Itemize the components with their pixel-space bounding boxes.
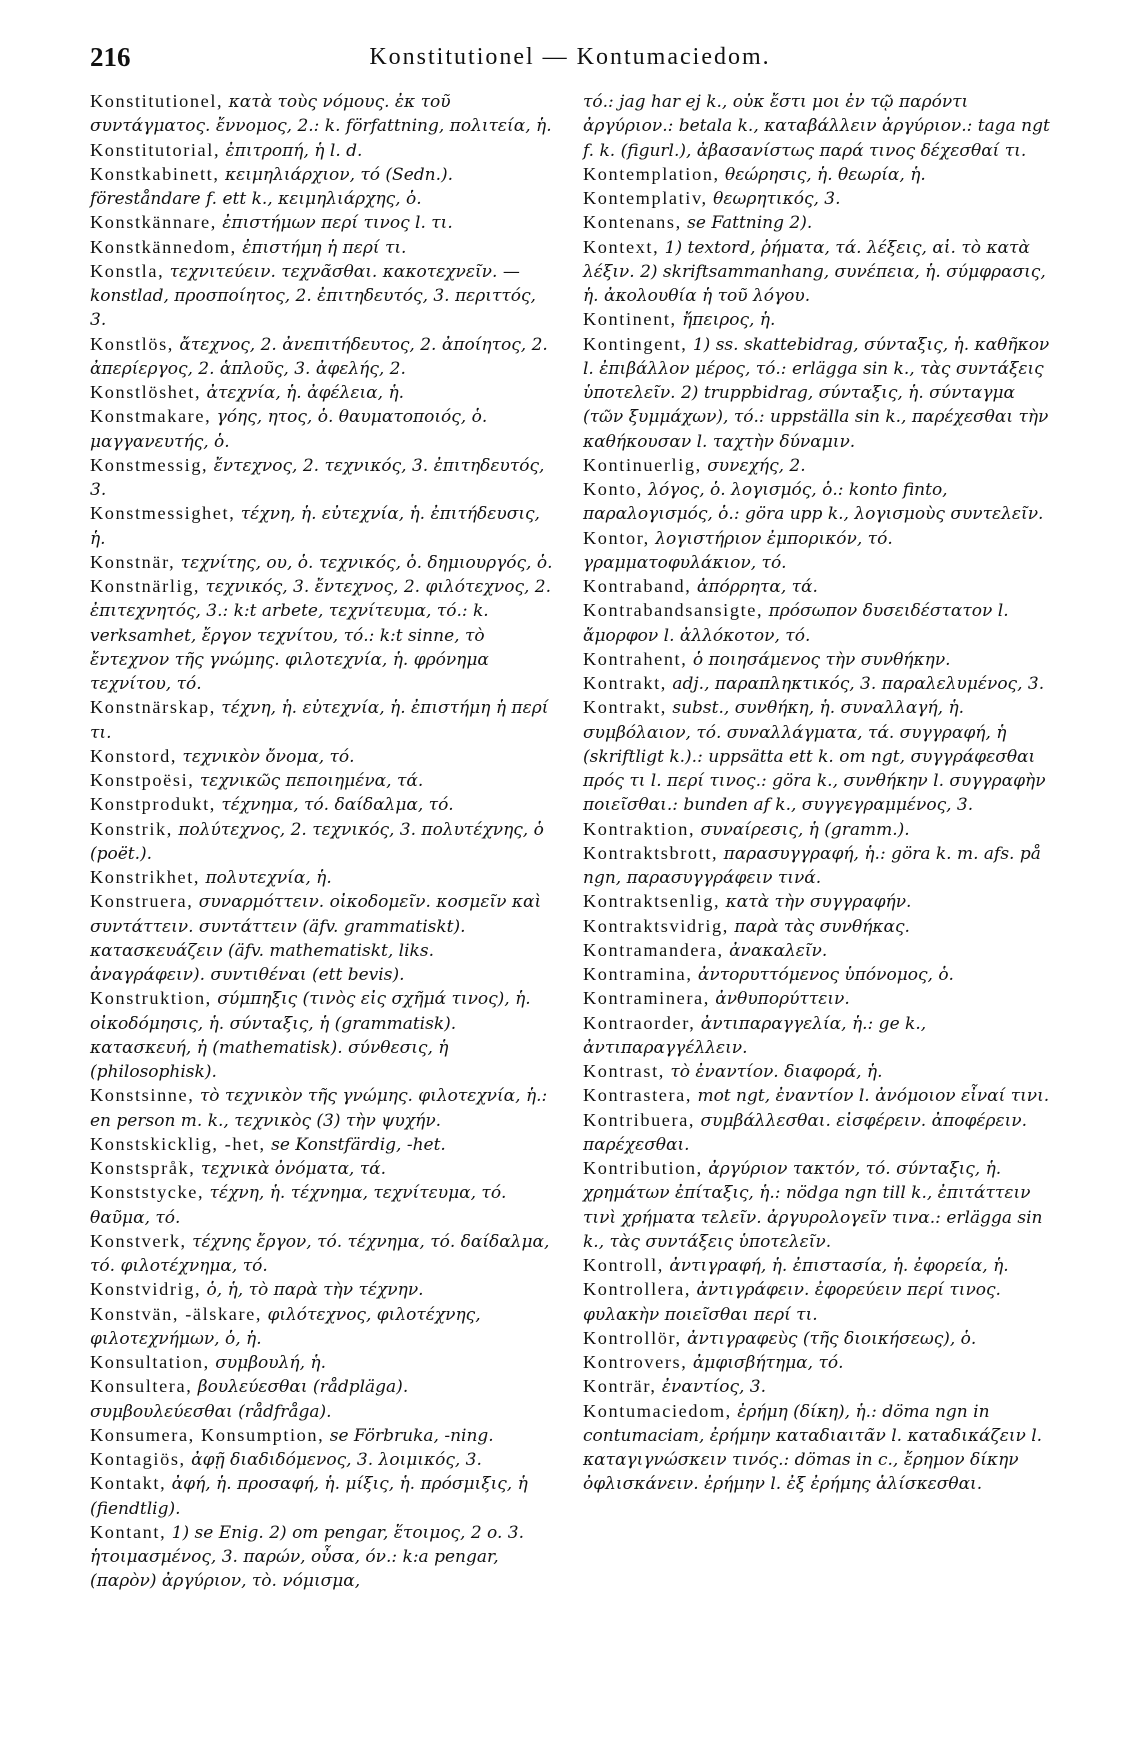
- entry-definition: παρὰ τὰς συνθήκας.: [728, 916, 910, 937]
- dictionary-entry: [90, 1278, 554, 1302]
- entry-definition: πολύτεχνος, 2. τεχνικός, 3. πολυτέχνης, ὁ (poët.).: [90, 819, 544, 864]
- dictionary-entry: [90, 381, 554, 405]
- entry-definition: συνεχής, 2.: [701, 455, 806, 476]
- dictionary-entry: [90, 696, 554, 745]
- entry-headword: Konstpoësi,: [90, 770, 195, 790]
- entry-definition: ἀπόρρητα, τά.: [691, 577, 818, 597]
- dictionary-entry: [583, 333, 1051, 454]
- dictionary-entry: [90, 818, 554, 867]
- entry-definition: τεχνικός, 3. ἔντεχνος, 2. φιλότεχνος, 2. ἐπιτεχνητός, 3.: k:t arbete, τεχνίτευμα, τό.: k. verksamhet, ἔργον τεχνίτου, τό.: k:t sinne, τὸ ἔντεχνον τῆς γνώμης. φιλοτεχνία, ἡ. φρόνημα τεχνίτου, τό.: [90, 577, 551, 694]
- entry-headword: Konstsinne,: [90, 1085, 195, 1106]
- entry-definition: θεωρητικός, 3.: [707, 189, 841, 209]
- dictionary-entry: [583, 187, 1051, 211]
- entry-definition: adj., παραπληκτικός, 3. παραλελυμένος, 3.: [666, 674, 1045, 694]
- entry-definition: λόγος, ὁ. λογισμός, ὁ.: konto finto, παραλογισμός, ὁ.: göra upp k., λογισμοὺς συντελεῖν.: [583, 480, 1044, 525]
- entry-definition: σύμπηξις (τινὸς εἰς σχῆμά τινος), ἡ. οἰκοδόμησις, ἡ. σύνταξις, ἡ (grammatisk). κατασκευή, ἡ (mathematisk). σύνθεσις, ἡ (philosophisk).: [90, 989, 531, 1082]
- entry-headword: Konstla,: [90, 260, 165, 281]
- entry-definition: ἀμφισβήτημα, τό.: [687, 1353, 844, 1373]
- dictionary-entry: [90, 211, 554, 235]
- entry-headword: Kontraktsbrott,: [583, 842, 719, 863]
- dictionary-entry: [90, 987, 554, 1084]
- entry-headword: Konstrik,: [90, 818, 173, 839]
- dictionary-entry: [90, 236, 554, 260]
- entry-headword: Kontrollör,: [583, 1327, 682, 1348]
- dictionary-entry: [90, 1472, 554, 1521]
- dictionary-entry: [583, 939, 1051, 963]
- dictionary-entry: [90, 1424, 554, 1448]
- dictionary-entry: [583, 1375, 1051, 1399]
- entry-definition: τό.: jag har ej k., οὐκ ἔστι μοι ἐν τῷ παρόντι ἀργύριον.: betala k., καταβάλλειν ἀργύριον.: taga ngt f. k. (figurl.), ἀβασανίστως παρά τινος δέχεσθαί τι.: [583, 92, 1050, 161]
- entry-definition: λογιστήριον ἐμπορικόν, τό. γραμματοφυλάκιον, τό.: [583, 528, 893, 573]
- entry-headword: Kontrakt,: [583, 697, 667, 718]
- running-head: Konstitutionel — Kontumaciedom.: [369, 44, 771, 70]
- entry-definition: ἀφῇ διαδιδόμενος, 3. λοιμικός, 3.: [185, 1450, 482, 1470]
- dictionary-entry: [90, 1448, 554, 1472]
- entry-definition: ἐναντίος, 3.: [656, 1377, 767, 1398]
- entry-headword: Kontrakt,: [583, 673, 667, 693]
- entry-headword: Konstmessighet,: [90, 503, 236, 524]
- entry-definition: ἀντιπαραγγελία, ἡ.: ge k., ἀντιπαραγγέλλειν.: [583, 1013, 927, 1058]
- entry-headword: Konstitutorial,: [90, 139, 221, 160]
- entry-headword: Kontrahent,: [583, 648, 688, 669]
- entry-definition: ὁ ποιησάμενος τὴν συνθήκην.: [687, 649, 951, 670]
- entry-definition: ἀντιγραφή, ἡ. ἐπιστασία, ἡ. ἐφορεία, ἡ.: [663, 1256, 1009, 1276]
- entry-definition: τεχνιτεύειν. τεχνᾶσθαι. κακοτεχνεῖν. — konstlad, προσποίητος, 2. ἐπιτηδευτός, 3. περιττός, 3.: [90, 261, 536, 331]
- dictionary-entry: [90, 1133, 554, 1157]
- entry-definition: ἀνθυπορύττειν.: [709, 989, 850, 1010]
- entry-headword: Kontraktsenlig,: [583, 891, 721, 912]
- dictionary-entry: [583, 842, 1051, 891]
- entry-definition: τεχνικὸν ὄνομα, τό.: [177, 746, 355, 767]
- dictionary-entry: [90, 139, 554, 163]
- dictionary-entry: [583, 163, 1051, 187]
- entry-definition: τὸ ἐναντίον. διαφορά, ἡ.: [664, 1062, 883, 1082]
- entry-definition: 1) ss. skattebidrag, σύνταξις, ἡ. καθῆκον l. ἐπιβάλλον μέρος, τό.: erlägga sin k., τὰς συντάξεις ὑποτελεῖν. 2) truppbidrag, σύνταξις, ἡ. σύνταγμα (τῶν ξυμμάχων), τό.: uppställa sin k., παρέχεσθαι τὴν καθήκουσαν l. ταχτὴν δύναμιν.: [583, 334, 1050, 452]
- dictionary-entry: [583, 1400, 1051, 1497]
- dictionary-entry: [583, 308, 1051, 332]
- dictionary-entry: [583, 575, 1051, 599]
- entry-definition: φιλότεχνος, φιλοτέχνης, φιλοτεχνήμων, ὁ, ἡ.: [90, 1304, 481, 1349]
- dictionary-entry: [90, 551, 554, 575]
- dictionary-entry: [90, 769, 554, 793]
- entry-definition: τὸ τεχνικὸν τῆς γνώμης. φιλοτεχνία, ἡ.: en person m. k., τεχνικὸς (3) τὴν ψυχήν.: [90, 1086, 548, 1131]
- dictionary-entry: [583, 454, 1051, 478]
- dictionary-entry: [583, 890, 1051, 914]
- entry-headword: Konstnärskap,: [90, 697, 216, 718]
- entry-definition: mot ngt, ἐναντίον l. ἀνόμοιον εἶναί τινι.: [692, 1086, 1050, 1107]
- dictionary-entry: [583, 696, 1051, 817]
- entry-definition: πολυτεχνία, ἡ.: [200, 868, 332, 888]
- entry-headword: Konstkännedom,: [90, 236, 237, 257]
- entry-headword: Konstkabinett,: [90, 163, 220, 184]
- entry-headword: Kontramandera,: [583, 939, 724, 960]
- entry-headword: Konsumera, Konsumption,: [90, 1424, 325, 1445]
- entry-definition: ἀντιγραφεὺς (τῆς διοικήσεως), ὁ.: [681, 1328, 977, 1349]
- dictionary-entry: [90, 866, 554, 890]
- entry-definition: συναίρεσις, ἡ (gramm.).: [695, 819, 910, 840]
- entry-headword: Konstnärlig,: [90, 576, 201, 596]
- dictionary-entry: [583, 211, 1051, 235]
- entry-definition: se Konstfärdig, -het.: [265, 1134, 446, 1155]
- entry-definition: ἀτεχνία, ἡ. ἀφέλεια, ἡ.: [201, 383, 405, 403]
- dictionary-entry: [90, 890, 554, 987]
- entry-headword: Kontraktsvidrig,: [583, 915, 729, 936]
- dictionary-entry: [583, 1060, 1051, 1084]
- entry-definition: τεχνίτης, ου, ὁ. τεχνικός, ὁ. δημιουργός, ὁ.: [175, 552, 553, 573]
- dictionary-entry: [90, 575, 554, 696]
- entry-definition: ἐπιτροπή, ἡ l. d.: [220, 140, 363, 161]
- dictionary-entry: [583, 963, 1051, 987]
- dictionary-entry: [90, 793, 554, 817]
- left-column: [90, 90, 554, 1594]
- dictionary-entry: [583, 478, 1051, 527]
- entry-headword: Kontraktion,: [583, 818, 696, 839]
- dictionary-entry: [583, 987, 1051, 1011]
- entry-headword: Kontingent,: [583, 333, 688, 354]
- dictionary-entry: [583, 527, 1051, 576]
- entry-definition: se Fattning 2).: [681, 213, 813, 234]
- dictionary-entry: [583, 1278, 1051, 1327]
- entry-definition: τέχνης ἔργον, τό. τέχνημα, τό. δαίδαλμα, τό. φιλοτέχνημα, τό.: [90, 1231, 550, 1276]
- dictionary-entry: [583, 1084, 1051, 1108]
- entry-headword: Konstruera,: [90, 891, 194, 912]
- dictionary-entry: [90, 1521, 554, 1594]
- entry-definition: 1) textord, ῥήματα, τά. λέξεις, αἱ. τὸ κατὰ λέξιν. 2) skriftsammanhang, συνέπεια, ἡ. σύμφρασις, ἡ. ἀκολουθία ἡ τοῦ λόγου.: [583, 237, 1046, 306]
- entry-headword: Kontrabandsansigte,: [583, 600, 764, 621]
- entry-headword: Kontenans,: [583, 212, 682, 233]
- entry-definition: ἐρήμη (δίκη), ἡ.: döma ngn in contumaciam, ἐρήμην καταδιαιτᾶν l. καταδικάζειν l. καταγιγνώσκειν τινός.: dömas in c., ἔρημον δίκην ὀφλισκάνειν. ἐρήμην l. ἐξ ἐρήμης ἁλίσκεσθαι.: [583, 1401, 1043, 1495]
- entry-headword: Konstmakare,: [90, 406, 212, 427]
- entry-headword: Kontraminera,: [583, 988, 710, 1009]
- dictionary-entry: [583, 672, 1051, 696]
- dictionary-entry: [90, 1181, 554, 1230]
- entry-definition: τεχνικὰ ὀνόματα, τά.: [195, 1159, 387, 1179]
- entry-headword: Konstvän, -älskare,: [90, 1303, 263, 1324]
- dictionary-entry: [583, 1351, 1051, 1375]
- dictionary-entry: [583, 818, 1051, 842]
- entry-definition: παρασυγγραφή, ἡ.: göra k. m. afs. på ngn, παρασυγγράφειν τινά.: [583, 843, 1041, 888]
- page-number: 216: [90, 42, 131, 72]
- entry-headword: Konstmessig,: [90, 454, 209, 475]
- entry-definition: ἀντιγράφειν. ἐφορεύειν περί τινος. φυλακὴν ποιεῖσθαι περί τι.: [583, 1280, 1001, 1325]
- entry-definition: τέχνη, ἡ. εὐτεχνία, ἡ. ἐπιτήδευσις, ἡ.: [90, 504, 540, 549]
- entry-headword: Konträr,: [583, 1376, 657, 1397]
- dictionary-entry: [90, 1351, 554, 1375]
- dictionary-entry: [90, 405, 554, 454]
- entry-headword: Kontinuerlig,: [583, 454, 702, 475]
- dictionary-entry: [90, 333, 554, 382]
- entry-headword: Konstprodukt,: [90, 794, 216, 815]
- dictionary-entry: [90, 1375, 554, 1424]
- entry-definition: 1) se Enig. 2) om pengar, ἕτοιμος, 2 o. 3. ἡτοιμασμένος, 3. παρών, οὖσα, όν.: k:a pengar, (παρὸν) ἀργύριον, τὸ. νόμισμα,: [90, 1522, 525, 1592]
- entry-headword: Kontrollera,: [583, 1279, 692, 1300]
- dictionary-entry: [90, 1084, 554, 1133]
- entry-definition: ὁ, ἡ, τὸ παρὰ τὴν τέχνην.: [201, 1280, 424, 1301]
- entry-headword: Konstlös,: [90, 333, 174, 354]
- entry-headword: Konsultera,: [90, 1376, 193, 1397]
- dictionary-entry: [583, 236, 1051, 309]
- entry-definition: τέχνη, ἡ. τέχνημα, τεχνίτευμα, τό. θαῦμα, τό.: [90, 1183, 507, 1228]
- entry-headword: Kontext,: [583, 236, 660, 257]
- entry-headword: Kontraband,: [583, 576, 692, 596]
- entry-headword: Konstvidrig,: [90, 1279, 202, 1300]
- entry-definition: συναρμόττειν. οἰκοδομεῖν. κοσμεῖν καὶ συντάττειν. συντάττειν (äfv. grammatiskt). κατασκευάζειν (äfv. mathematiskt, liks. ἀναγράφειν). συντιθέναι (ett bevis).: [90, 892, 542, 985]
- dictionary-entry: [90, 90, 554, 139]
- entry-definition: ἐπιστήμων περί τινος l. τι.: [216, 213, 453, 234]
- entry-headword: Konstnär,: [90, 551, 176, 572]
- entry-headword: Konstskicklig, -het,: [90, 1133, 266, 1154]
- entry-headword: Kontrovers,: [583, 1352, 688, 1372]
- entry-definition: τεχνικῶς πεποιημένα, τά.: [194, 771, 424, 791]
- entry-definition: κειμηλιάρχιον, τό (Sedn.). föreståndare f. ett k., κειμηλιάρχης, ὁ.: [90, 164, 454, 209]
- dictionary-entry: [90, 163, 554, 212]
- entry-definition: ἐπιστήμη ἡ περί τι.: [236, 237, 407, 258]
- dictionary-entry: [583, 1109, 1051, 1158]
- entry-headword: Kontemplation,: [583, 163, 720, 184]
- entry-headword: Kontribution,: [583, 1158, 703, 1178]
- entry-headword: Konsultation,: [90, 1352, 210, 1372]
- entry-headword: Kontor,: [583, 527, 650, 548]
- entry-definition: κατὰ τοὺς νόμους. ἐκ τοῦ συντάγματος. ἔννομος, 2.: k. författning, πολιτεία, ἡ.: [90, 92, 552, 137]
- dictionary-entry: [583, 648, 1051, 672]
- entry-headword: Konstitutionel,: [90, 91, 224, 111]
- dictionary-entry: [583, 599, 1051, 648]
- entry-definition: συμβουλή, ἡ.: [209, 1353, 326, 1373]
- entry-headword: Kontribuera,: [583, 1109, 696, 1130]
- dictionary-entry: [90, 260, 554, 333]
- entry-headword: Kontant,: [90, 1521, 167, 1542]
- entry-headword: Kontrastera,: [583, 1085, 693, 1106]
- entry-headword: Kontrast,: [583, 1061, 665, 1081]
- entry-definition: κατὰ τὴν συγγραφήν.: [720, 892, 912, 913]
- entry-definition: ἀργύριον τακτόν, τό. σύνταξις, ἡ. χρημάτων ἐπίταξις, ἡ.: nödga ngn till k., ἐπιτάττειν τινὶ χρήματα τελεῖν. ἀργυρολογεῖν τινα.: erlägga sin k., τὰς συντάξεις ὑποτελεῖν.: [583, 1159, 1043, 1252]
- entry-definition: ἀνακαλεῖν.: [723, 940, 828, 961]
- entry-headword: Konstlöshet,: [90, 382, 202, 402]
- entry-definition: γόης, ητος, ὁ. θαυματοποιός, ὁ. μαγγανευτής, ὁ.: [90, 407, 488, 452]
- entry-headword: Kontraorder,: [583, 1012, 696, 1033]
- entry-definition: ἤπειρος, ἡ.: [676, 310, 776, 331]
- entry-headword: Kontinent,: [583, 309, 677, 330]
- entry-definition: τέχνη, ἡ. εὐτεχνία, ἡ. ἐπιστήμη ἡ περί τι.: [90, 698, 549, 743]
- entry-definition: ἄτεχνος, 2. ἀνεπιτήδευτος, 2. ἀποίητος, 2. ἀπερίεργος, 2. ἁπλοῦς, 3. ἀφελής, 2.: [90, 334, 548, 379]
- entry-headword: Konstruktion,: [90, 988, 212, 1009]
- entry-definition: πρόσωπον δυσειδέστατον l. ἄμορφον l. ἀλλόκοτον, τό.: [583, 601, 1009, 646]
- entry-definition: τέχνημα, τό. δαίδαλμα, τό.: [215, 795, 454, 816]
- dictionary-entry: [583, 1157, 1051, 1254]
- entry-definition: subst., συνθήκη, ἡ. συναλλαγή, ἡ. συμβόλαιον, τό. συναλλάγματα, τά. συγγραφή, ἡ (skriftligt k.).: uppsätta ett k. om ngt, συγγράφεσθαι πρός τι l. περί τινος.: göra k., συνθήκην l. συγγραφὴν ποιεῖσθαι.: bunden af k., συγγεγραμμένος, 3.: [583, 698, 1046, 816]
- entry-definition: ἀφή, ἡ. προσαφή, ἡ. μίξις, ἡ. πρόσμιξις, ἡ (fiendtlig).: [90, 1474, 528, 1519]
- entry-definition: βουλεύεσθαι (rådpläga). συμβουλεύεσθαι (rådfråga).: [90, 1377, 409, 1422]
- dictionary-entry: [583, 90, 1051, 163]
- entry-headword: Kontemplativ,: [583, 188, 708, 208]
- dictionary-entry: [583, 1012, 1051, 1061]
- entry-definition: se Förbruka, -ning.: [324, 1425, 494, 1446]
- entry-definition: ἀντορυττόμενος ὑπόνομος, ὁ.: [692, 965, 954, 985]
- entry-headword: Konstverk,: [90, 1230, 187, 1251]
- dictionary-entry: [583, 915, 1051, 939]
- entry-headword: Kontagiös,: [90, 1449, 186, 1469]
- dictionary-entry: [583, 1327, 1051, 1351]
- entry-headword: Konstspråk,: [90, 1158, 196, 1178]
- right-column: [583, 90, 1051, 1497]
- dictionary-entry: [90, 1303, 554, 1352]
- dictionary-entry: [583, 1254, 1051, 1278]
- dictionary-entry: [90, 1230, 554, 1279]
- entry-headword: Kontumaciedom,: [583, 1400, 732, 1421]
- dictionary-entry: [90, 1157, 554, 1181]
- dictionary-entry: [90, 502, 554, 551]
- entry-definition: συμβάλλεσθαι. εἰσφέρειν. ἀποφέρειν. παρέχεσθαι.: [583, 1110, 1028, 1155]
- entry-definition: θεώρησις, ἡ. θεωρία, ἡ.: [719, 164, 926, 185]
- entry-headword: Kontakt,: [90, 1473, 167, 1494]
- dictionary-entry: [90, 745, 554, 769]
- dictionary-entry: [90, 454, 554, 503]
- entry-headword: Konto,: [583, 479, 643, 499]
- entry-definition: ἔντεχνος, 2. τεχνικός, 3. ἐπιτηδευτός, 3.: [90, 455, 545, 500]
- entry-headword: Kontroll,: [583, 1255, 664, 1275]
- entry-headword: Konststycke,: [90, 1182, 205, 1203]
- entry-headword: Konstord,: [90, 745, 178, 766]
- entry-headword: Kontramina,: [583, 964, 693, 984]
- entry-headword: Konstrikhet,: [90, 867, 201, 887]
- page-header: [90, 38, 1050, 78]
- entry-headword: Konstkännare,: [90, 212, 217, 233]
